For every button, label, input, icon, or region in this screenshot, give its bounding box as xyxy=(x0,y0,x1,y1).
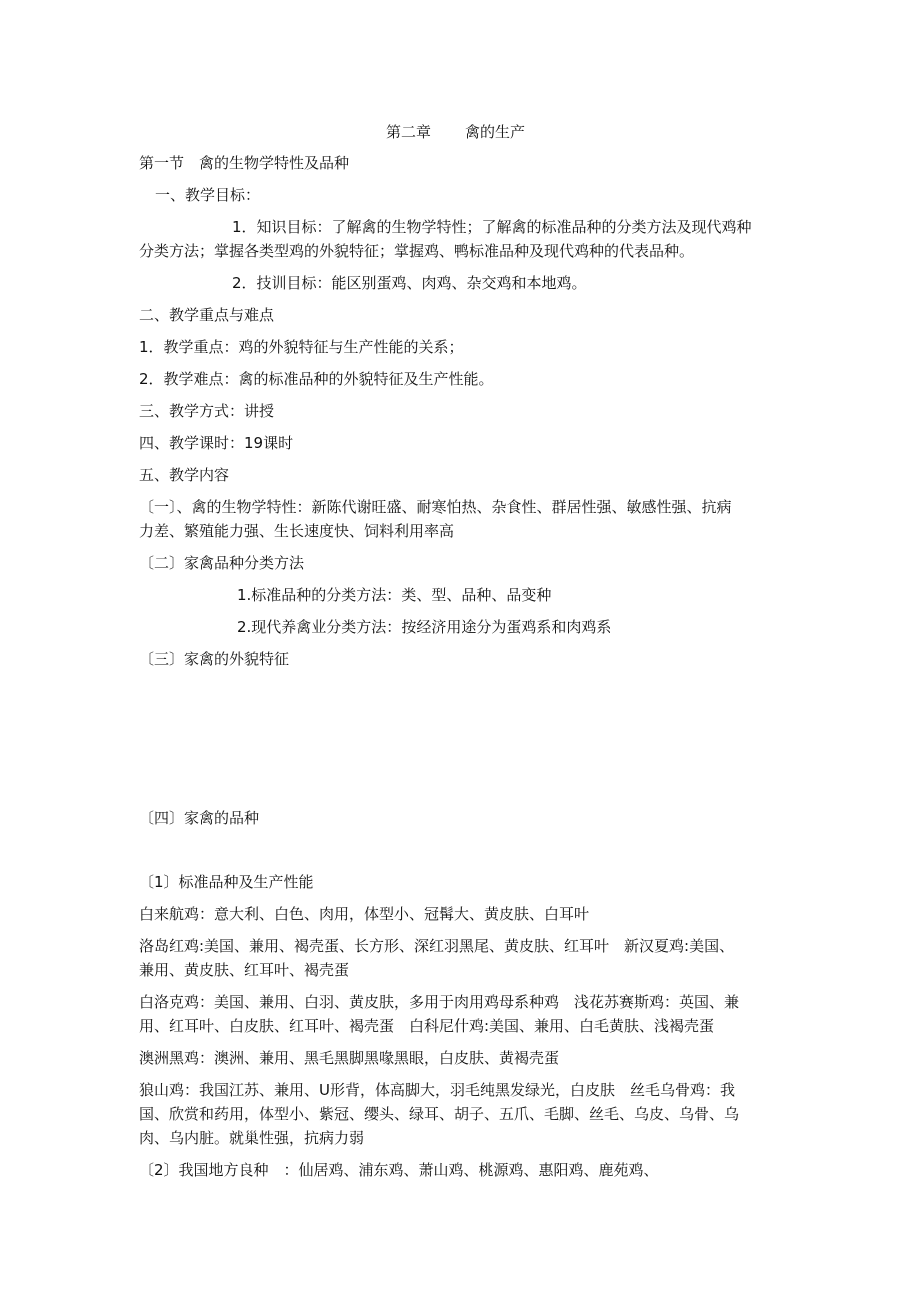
biology-traits-line2: 力差、繁殖能力强、生长速度快、饲料利用率高 xyxy=(139,522,455,540)
skill-objective: 2．技训目标：能区别蛋鸡、肉鸡、杂交鸡和本地鸡。 xyxy=(232,274,587,292)
teaching-method: 三、教学方式：讲授 xyxy=(139,402,275,420)
objectives-heading: 一、教学目标： xyxy=(155,186,261,204)
breed-langshan-line3: 肉、乌内脏。就巢性强，抗病力弱 xyxy=(139,1129,365,1147)
knowledge-objective-line2: 分类方法；掌握各类型鸡的外貌特征；掌握鸡、鸭标准品种及现代鸡种的代表品种。 xyxy=(139,242,695,260)
breed-langshan-line1: 狼山鸡：我国江苏、兼用、U形背，体高脚大，羽毛纯黑发绿光，白皮肤 丝毛乌骨鸡：我 xyxy=(139,1081,735,1099)
breed-rhode-island-line2: 兼用、黄皮肤、红耳叶、褐壳蛋 xyxy=(139,961,350,979)
breed-plymouth-line2: 用、红耳叶、白皮肤、红耳叶、褐壳蛋 白科尼什鸡:美国、兼用、白毛黄肤、浅褐壳蛋 xyxy=(139,1017,715,1035)
breed-rhode-island-line1: 洛岛红鸡:美国、兼用、褐壳蛋、长方形、深红羽黑尾、黄皮肤、红耳叶 新汉夏鸡:美国、 xyxy=(139,937,735,955)
breed-langshan-line2: 国、欣赏和药用，体型小、紫冠、缨头、绿耳、胡子、五爪、毛脚、丝毛、乌皮、乌骨、乌 xyxy=(139,1105,740,1123)
content-heading: 五、教学内容 xyxy=(139,466,230,484)
section-title: 第一节 禽的生物学特性及品种 xyxy=(139,154,350,172)
local-breeds: 〔2〕我国地方良种 ：仙居鸡、浦东鸡、萧山鸡、桃源鸡、惠阳鸡、鹿苑鸡、 xyxy=(139,1161,659,1179)
teaching-focus: 1．教学重点：鸡的外貌特征与生产性能的关系； xyxy=(139,338,464,356)
standard-breeds-heading: 〔1〕标准品种及生产性能 xyxy=(139,873,314,891)
biology-traits-line1: 〔一〕、禽的生物学特性：新陈代谢旺盛、耐寒怕热、杂食性、群居性强、敏感性强、抗病 xyxy=(139,498,732,516)
teaching-difficulty: 2．教学难点：禽的标准品种的外貌特征及生产性能。 xyxy=(139,370,494,388)
classification-heading: 〔二〕家禽品种分类方法 xyxy=(139,554,305,572)
key-points-heading: 二、教学重点与难点 xyxy=(139,306,275,324)
breed-australorp: 澳洲黑鸡：澳洲、兼用、黑毛黑脚黑喙黑眼，白皮肤、黄褐壳蛋 xyxy=(139,1049,560,1067)
breed-leghorn: 白来航鸡：意大利、白色、肉用，体型小、冠髯大、黄皮肤、白耳叶 xyxy=(139,905,590,923)
knowledge-objective-line1: 1．知识目标：了解禽的生物学特性；了解禽的标准品种的分类方法及现代鸡种 xyxy=(232,218,752,236)
classification-standard: 1.标准品种的分类方法：类、型、品种、品变种 xyxy=(237,586,552,604)
appearance-heading: 〔三〕家禽的外貌特征 xyxy=(139,650,290,668)
classification-modern: 2.现代养禽业分类方法：按经济用途分为蛋鸡系和肉鸡系 xyxy=(237,618,612,636)
chapter-subject: 禽的生产 xyxy=(465,123,526,141)
teaching-hours: 四、教学课时：19课时 xyxy=(139,434,294,452)
breeds-heading: 〔四〕家禽的品种 xyxy=(139,809,260,827)
breed-plymouth-line1: 白洛克鸡：美国、兼用、白羽、黄皮肤，多用于肉用鸡母系种鸡 浅花苏赛斯鸡：英国、兼 xyxy=(139,993,740,1011)
chapter-number: 第二章 xyxy=(386,123,432,141)
chapter-title xyxy=(386,122,525,142)
